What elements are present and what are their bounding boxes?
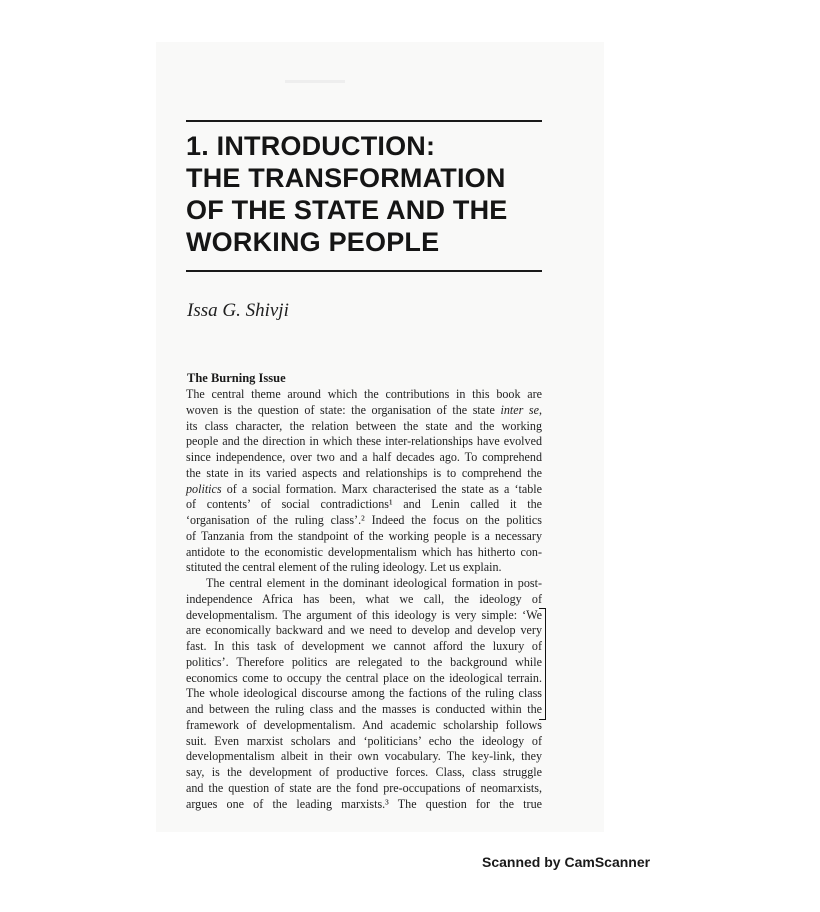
text-line: of Tanzania from the standpoint of the working people is a necessary (186, 528, 542, 543)
chapter-title (186, 130, 566, 258)
bottom-rule (186, 270, 542, 272)
text-line: and the question of state are the fond pre-occupations of neomarxists, (186, 780, 542, 795)
text-line: since independence, over two and a half decades ago. To comprehend (186, 450, 542, 464)
text-line: The whole ideological discourse among the factions of the ruling class (186, 686, 542, 701)
title-line: OF THE STATE AND THE (186, 195, 508, 225)
text-line: framework of developmentalism. And academic scholarship follows (186, 717, 542, 732)
body-text (186, 387, 542, 812)
text-line: politics of a social formation. Marx characterised the state as a ‘table (186, 481, 542, 496)
emphasis-text: inter se (500, 402, 539, 417)
emphasis-text: politics (186, 481, 222, 496)
top-rule (186, 120, 542, 122)
text-line: economics come to occupy the central place on the ideological terrain. (186, 670, 542, 685)
text-line: politics’. Therefore politics are relegated to the background while (186, 654, 542, 669)
text-line: developmentalism. The argument of this ideology is very simple: ‘We (186, 607, 542, 622)
margin-bracket-mark (539, 608, 546, 720)
text-line: argues one of the leading marxists.³ The question for the true (186, 796, 542, 811)
text-line: of contents’ of social contradictions¹ and Lenin called it the (186, 497, 542, 512)
text-line: woven is the question of state: the organisation of the state inter se, (186, 402, 542, 417)
author-name: Issa G. Shivji (187, 300, 289, 321)
text-line: ‘organisation of the ruling class’.² Indeed the focus on the politics (186, 513, 542, 527)
bleed-through-mark (285, 80, 345, 83)
section-heading: The Burning Issue (187, 371, 286, 385)
text-line: fast. In this task of development we cannot afford the luxury of (186, 639, 542, 653)
text-line: The central element in the dominant ideological formation in post- (206, 576, 542, 590)
text-line: antidote to the economistic developmentalism which has hitherto con- (186, 544, 542, 559)
text-line: people and the direction in which these inter-relationships have evolved (186, 434, 542, 449)
text-line: the state in its varied aspects and relationships is to comprehend the (186, 465, 542, 480)
text-line: and between the ruling class and the masses is conducted within the (186, 702, 542, 716)
text-line: independence Africa has been, what we call, the ideology of (186, 591, 542, 606)
title-line: 1. INTRODUCTION: (186, 131, 436, 161)
text-line: developmentalism albeit in their own vocabulary. The key-link, they (186, 749, 542, 764)
text-line: suit. Even marxist scholars and ‘politicians’ echo the ideology of (186, 733, 542, 748)
title-line: WORKING PEOPLE (186, 227, 440, 257)
text-line: its class character, the relation between the state and the working (186, 418, 542, 433)
text-line: say, is the development of productive forces. Class, class struggle (186, 765, 542, 779)
title-line: THE TRANSFORMATION (186, 163, 506, 193)
text-line: stituted the central element of the ruling ideology. Let us explain. (186, 560, 502, 575)
text-line: are economically backward and we need to develop and develop very (186, 623, 542, 638)
scanner-watermark: Scanned by CamScanner (482, 854, 651, 870)
text-line: The central theme around which the contributions in this book are (186, 387, 542, 401)
